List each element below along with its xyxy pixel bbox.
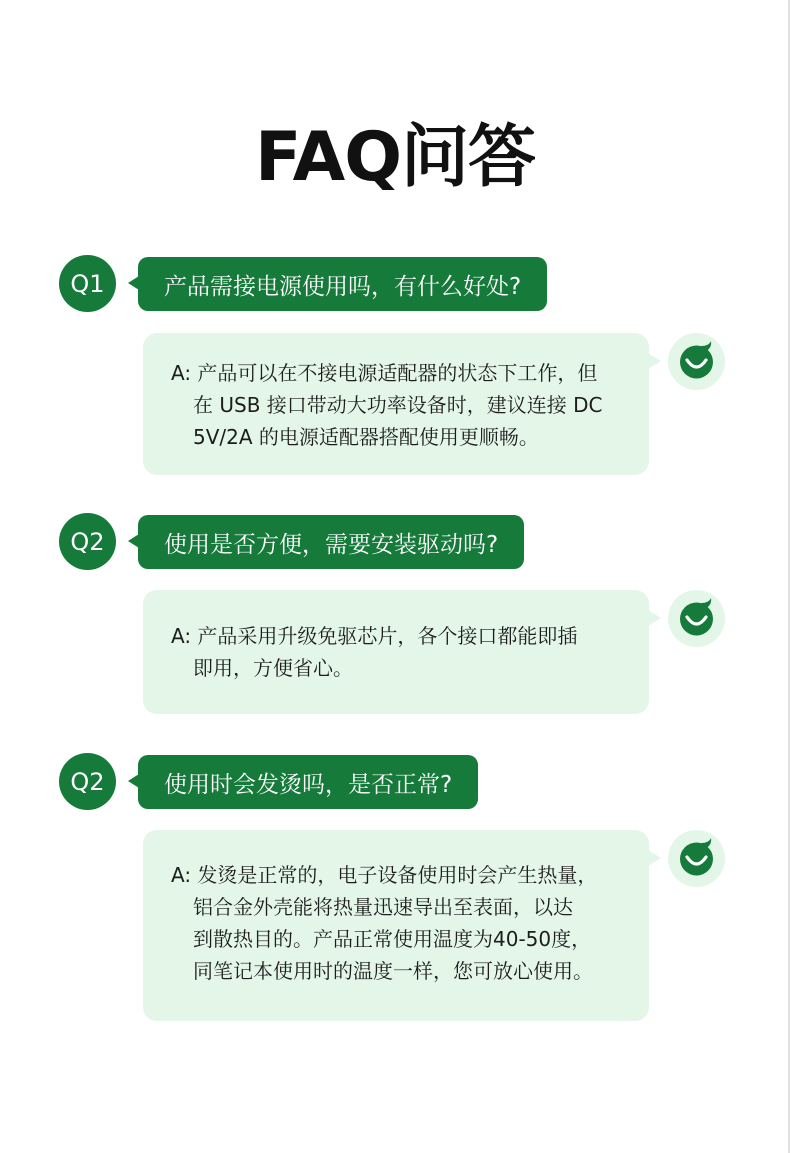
answer-line: A: 产品采用升级免驱芯片，各个接口都能即插 xyxy=(171,624,578,648)
smile-face-icon xyxy=(668,333,725,390)
answer-bubble xyxy=(143,333,649,475)
answer-line: 5V/2A 的电源适配器搭配使用更顺畅。 xyxy=(193,425,539,449)
answer-line: 到散热目的。产品正常使用温度为40-50度， xyxy=(193,927,592,951)
answer-line: 在 USB 接口带动大功率设备时，建议连接 DC xyxy=(193,393,603,417)
page-title: FAQ问答 xyxy=(254,118,536,197)
answer-line: 铝合金外壳能将热量迅速导出至表面，以达 xyxy=(193,895,573,919)
answer-line: A: 产品可以在不接电源适配器的状态下工作，但 xyxy=(171,361,598,385)
question-number-badge: Q1 xyxy=(59,255,116,312)
question-number-badge: Q2 xyxy=(59,513,116,570)
answer-bubble xyxy=(143,590,649,714)
question-number-badge: Q2 xyxy=(59,753,116,810)
answer-line: 即用，方便省心。 xyxy=(193,656,353,680)
question-bubble: 产品需接电源使用吗，有什么好处? xyxy=(138,257,547,311)
smile-face-icon xyxy=(668,590,725,647)
smile-face-icon xyxy=(668,830,725,887)
answer-bubble xyxy=(143,830,649,1021)
answer-line: 同笔记本使用时的温度一样，您可放心使用。 xyxy=(193,959,593,983)
question-bubble: 使用是否方便，需要安装驱动吗? xyxy=(138,515,524,569)
answer-line: A: 发烫是正常的，电子设备使用时会产生热量， xyxy=(171,863,598,887)
question-bubble: 使用时会发烫吗，是否正常? xyxy=(138,755,478,809)
